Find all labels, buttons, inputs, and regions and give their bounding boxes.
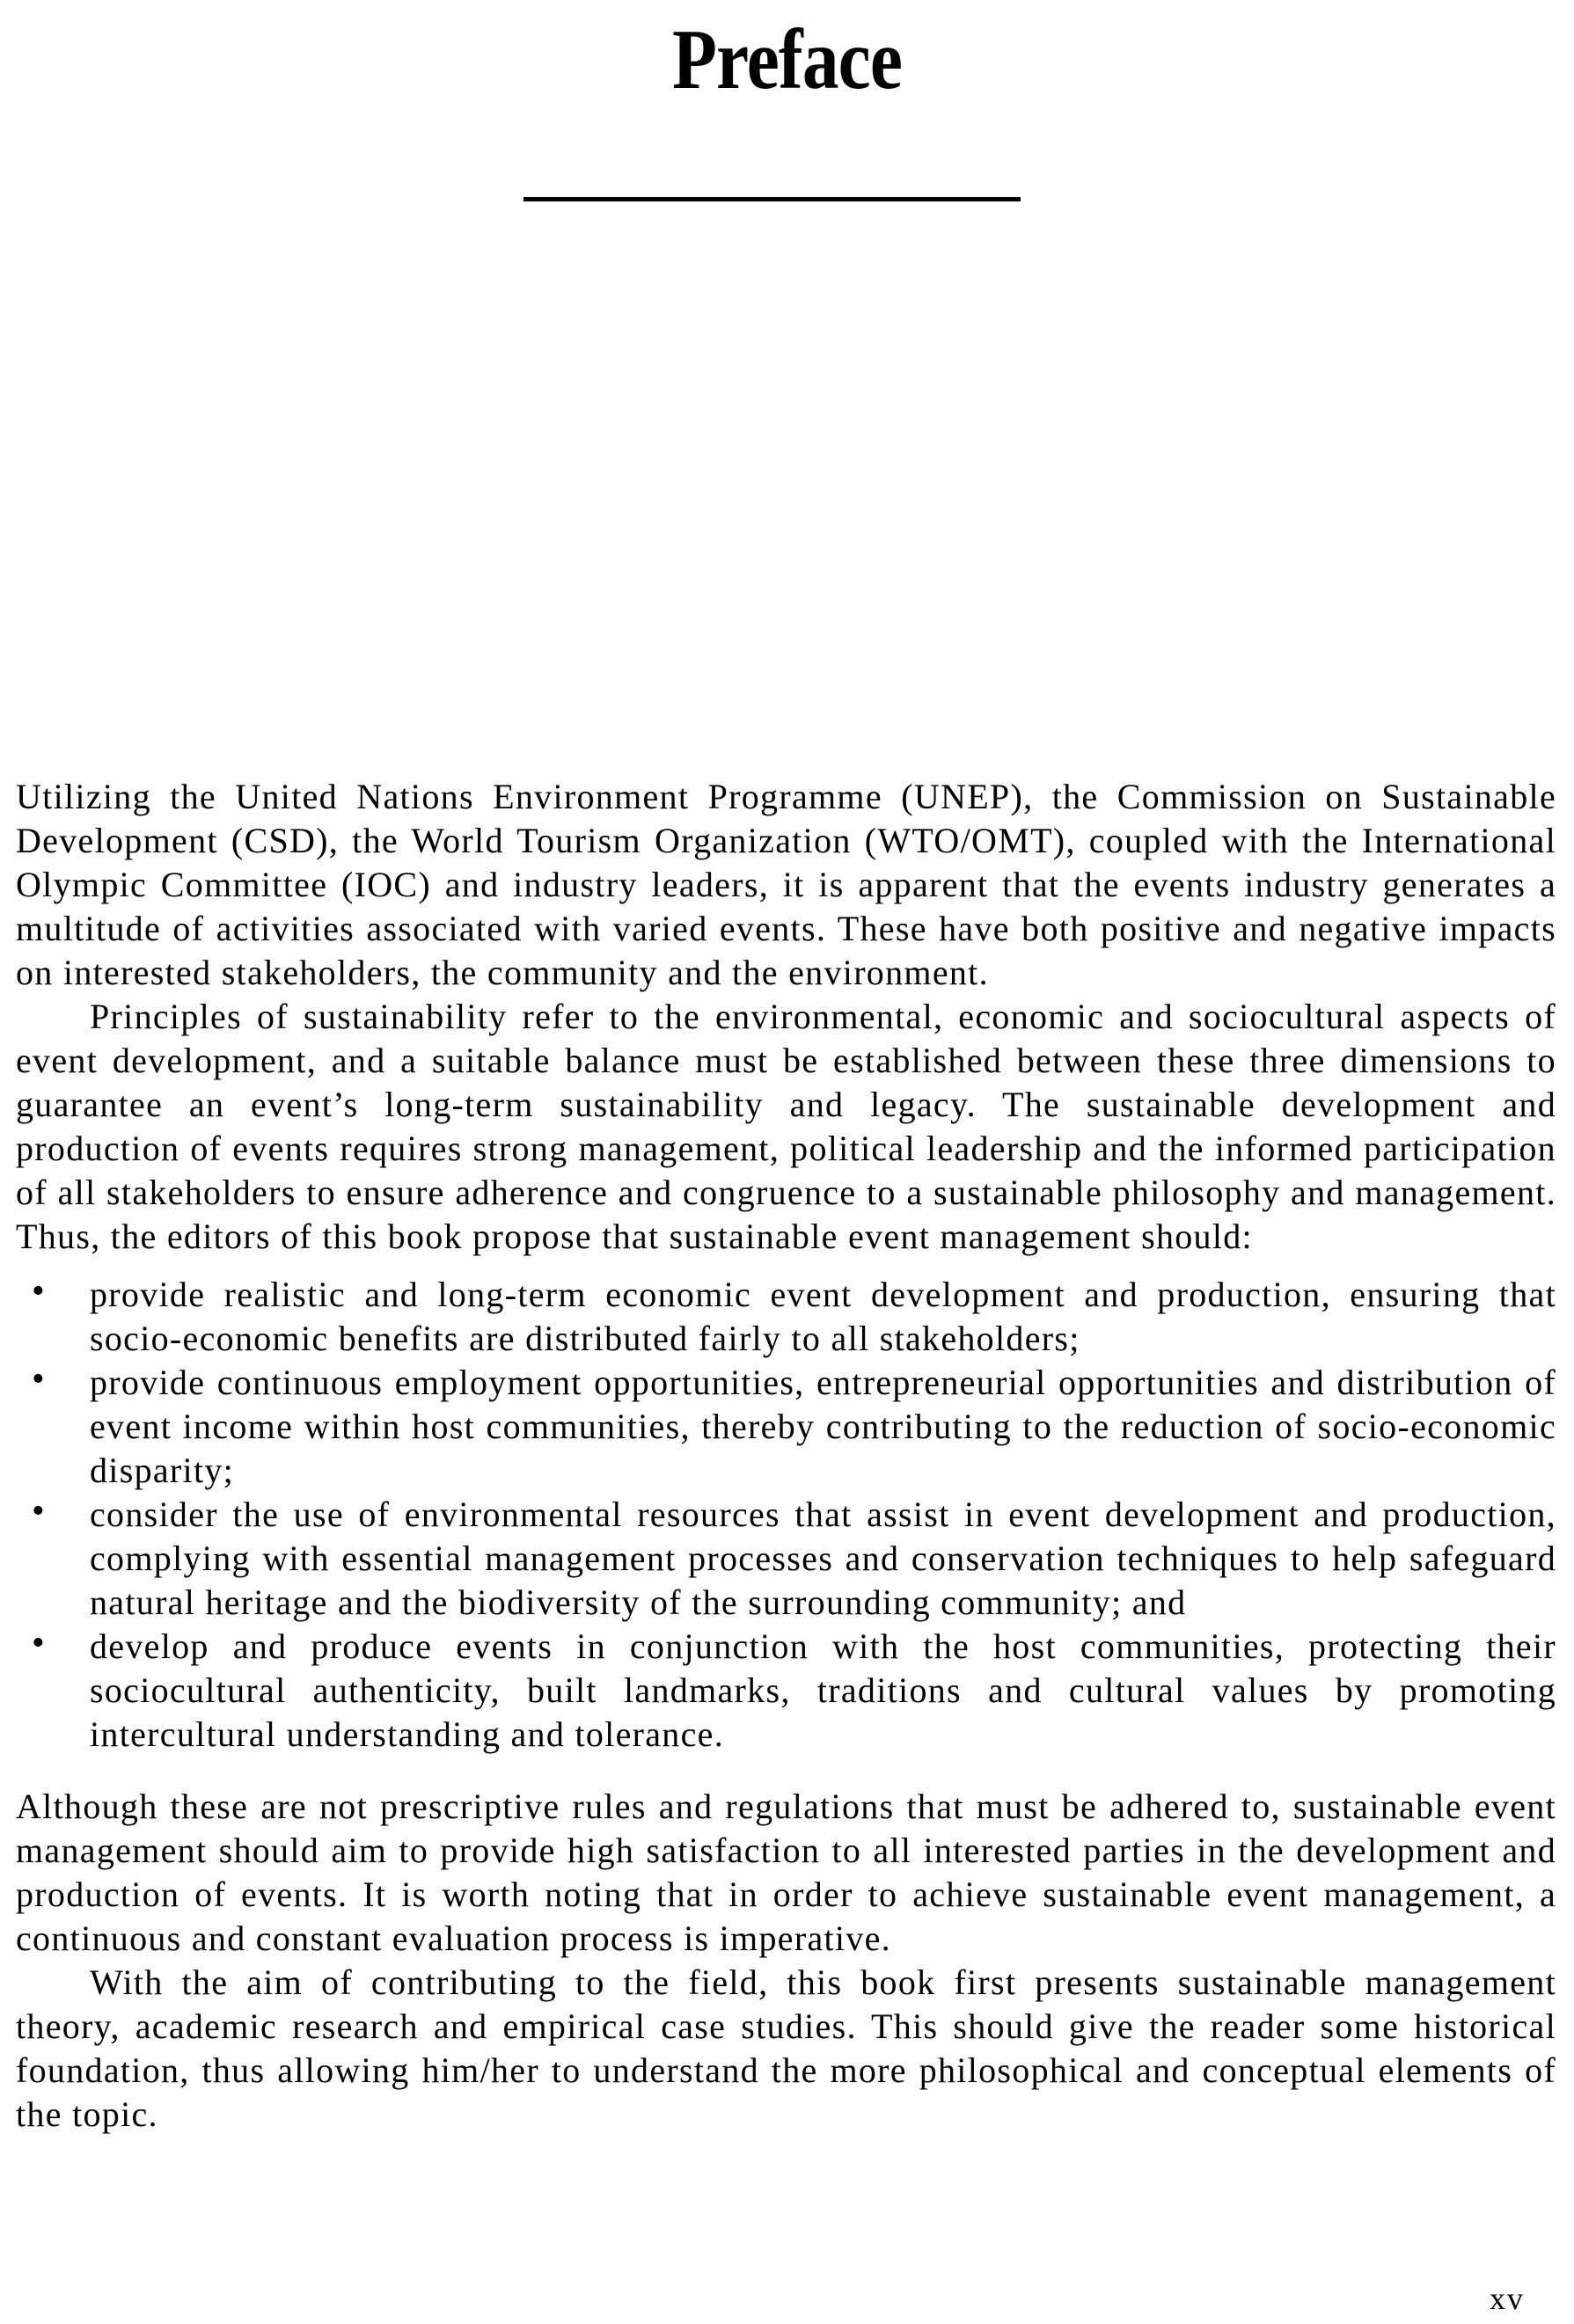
title-divider-rule xyxy=(523,197,1021,201)
page-title: Preface xyxy=(671,12,903,106)
list-item xyxy=(32,1623,1556,1757)
paragraph-intro: Utilizing the United Nations Environment Programme (UNEP), the Commission on Sustainable Development (CSD), the World Tourism Organization (WTO/OMT), coupled with the International Olympic Committee (IOC) and industry leaders, it is apparent that the events industry generates a multitude of activities associated with varied events. These have both positive and negative impacts on interested stakeholders, the community and the environment. xyxy=(16,777,1556,992)
bullet-list xyxy=(16,1273,1556,1757)
list-item xyxy=(32,1491,1556,1625)
paragraph-although: Although these are not prescriptive rules and regulations that must be adhered to, sustainable event management should aim to provide high satisfaction to all interested parties in the development and production of events. It is worth noting that in order to achieve sustainable event management, a continuous and constant evaluation process is imperative. xyxy=(16,1787,1556,1958)
preface-body xyxy=(0,775,1574,2137)
paragraph-principles: Principles of sustainability refer to the environmental, economic and sociocultural aspects of event development, and a suitable balance must be established between these three dimensions to guarantee an event’s long-term sustainability and legacy. The sustainable development and production of events requires strong management, political leadership and the informed participation of all stakeholders to ensure adherence and congruence to a sustainable philosophy and management. Thus, the editors of this book propose that sustainable event management should: xyxy=(16,997,1556,1256)
bullet-icon: • xyxy=(32,1271,47,1312)
page-number: xv xyxy=(1490,2281,1525,2316)
list-item-text: provide continuous employment opportunities, entrepreneurial opportunities and distribution of event income within host communities, thereby contributing to the reduction of socio-economic disparity; xyxy=(90,1363,1556,1490)
list-item-text: provide realistic and long-term economic event development and production, ensuring that socio-economic benefits are distributed fairly to all stakeholders; xyxy=(90,1275,1556,1358)
list-item xyxy=(32,1271,1556,1361)
paragraph-aim: With the aim of contributing to the field, this book first presents sustainable management theory, academic research and empirical case studies. This should give the reader some historical foundation, thus allowing him/her to understand the more philosophical and conceptual elements of the topic. xyxy=(16,1962,1556,2134)
bullet-icon: • xyxy=(32,1491,47,1531)
list-item-text: consider the use of environmental resources that assist in event development and production, complying with essential management processes and conservation techniques to help safeguard natural heritage and the biodiversity of the surrounding community; and xyxy=(90,1495,1556,1622)
bullet-icon: • xyxy=(32,1623,47,1663)
list-item-text: develop and produce events in conjunction with the host communities, protecting their sociocultural authenticity, built landmarks, traditions and cultural values by promoting intercultural understanding and tolerance. xyxy=(90,1626,1556,1754)
bullet-icon: • xyxy=(32,1359,47,1400)
list-item xyxy=(32,1359,1556,1493)
